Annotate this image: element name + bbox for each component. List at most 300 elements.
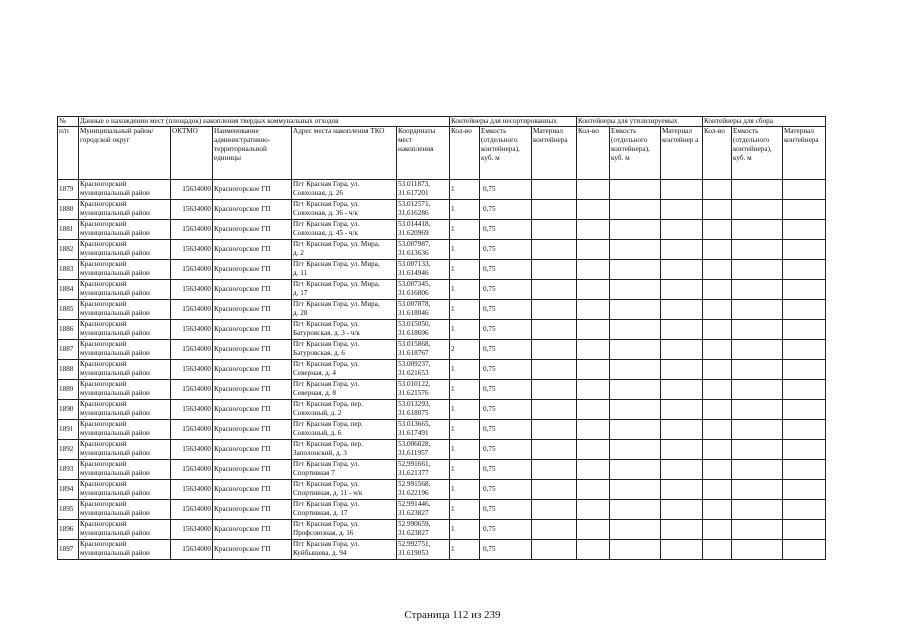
row-number-text: 1885 <box>59 305 74 313</box>
longitude: 31.614946 <box>398 269 429 277</box>
table-row <box>58 280 826 300</box>
row-number <box>58 540 79 560</box>
count-collect-cell <box>703 180 732 200</box>
municipality-line-1: Красногорский <box>80 200 127 208</box>
capacity-unsorted-cell: 0,75 <box>480 320 532 340</box>
address-line-1: Пгт Красная Гора, ул. <box>293 180 360 188</box>
material-collect-cell <box>783 320 826 340</box>
address-line-1: Пгт Красная Гора, ул. <box>293 220 360 228</box>
header-capacity-unsorted: Емкость (отдельного контейнера), куб. м <box>480 127 532 180</box>
header-address: Адрес места накопления ТКО <box>292 127 397 180</box>
address-line-1: Пгт Красная Гора, ул. Мира, <box>293 260 380 268</box>
coordinates-cell <box>397 540 450 560</box>
longitude: 31.623827 <box>398 509 429 517</box>
count-unsorted-cell: 1 <box>450 280 480 300</box>
longitude: 31.617201 <box>398 189 429 197</box>
address-cell <box>292 540 397 560</box>
table-row <box>58 420 826 440</box>
address-line-1: Пгт Красная Гора, ул. <box>293 520 360 528</box>
header-admin-unit: Наименование административно-территориальной единицы <box>213 127 292 180</box>
header-capacity-collect: Емкость (отдельного контейнера), куб. м <box>732 127 783 180</box>
longitude: 31.619053 <box>398 549 429 557</box>
table-row <box>58 200 826 220</box>
address-line-1: Пгт Красная Гора, ул. <box>293 340 360 348</box>
coordinates-cell <box>397 460 450 480</box>
latitude: 53,012571, <box>398 200 431 208</box>
capacity-recycle-cell <box>610 500 661 520</box>
header-pp: п/п <box>58 127 79 180</box>
table-row <box>58 520 826 540</box>
address-line-2: Совхозная, д. 36 - ч/к <box>293 209 358 217</box>
row-number <box>58 380 79 400</box>
row-number-text: 1891 <box>59 425 74 433</box>
address-cell <box>292 460 397 480</box>
material-collect-cell <box>783 240 826 260</box>
latitude: 52.991568, <box>398 480 431 488</box>
latitude: 52.992751, <box>398 540 431 548</box>
municipality-cell <box>79 400 171 420</box>
municipality-line-1: Красногорский <box>80 500 127 508</box>
material-recycle-cell <box>661 240 703 260</box>
header-oktmo: ОКТМО <box>171 127 213 180</box>
row-number <box>58 320 79 340</box>
capacity-recycle-cell <box>610 200 661 220</box>
address-line-1: Пгт Красная Гора, ул. <box>293 500 360 508</box>
address-cell <box>292 400 397 420</box>
coordinates-cell <box>397 520 450 540</box>
admin-unit-cell: Красногорское ГП <box>213 360 292 380</box>
oktmo-cell: 15634000 <box>171 480 213 500</box>
admin-unit-cell: Красногорское ГП <box>213 460 292 480</box>
oktmo-cell: 15634000 <box>171 340 213 360</box>
table-row <box>58 240 826 260</box>
coordinates-cell <box>397 300 450 320</box>
municipality-line-2: муниципальный район <box>80 509 150 517</box>
admin-unit-cell: Красногорское ГП <box>213 280 292 300</box>
longitude: 31.623827 <box>398 529 429 537</box>
municipality-line-2: муниципальный район <box>80 309 150 317</box>
table-row <box>58 500 826 520</box>
capacity-collect-cell <box>732 380 783 400</box>
address-line-2: Заполонский, д. 3 <box>293 449 347 457</box>
admin-unit-cell: Красногорское ГП <box>213 420 292 440</box>
municipality-line-2: муниципальный район <box>80 449 150 457</box>
count-unsorted-cell: 1 <box>450 240 480 260</box>
longitude: 31.618075 <box>398 409 429 417</box>
row-number <box>58 340 79 360</box>
capacity-collect-cell <box>732 280 783 300</box>
address-line-1: Пгт Красная Гора, ул. <box>293 360 360 368</box>
count-collect-cell <box>703 520 732 540</box>
address-line-2: Совхозная, д. 26 <box>293 189 343 197</box>
capacity-unsorted-cell: 0,75 <box>480 520 532 540</box>
address-line-2: д. 17 <box>293 289 308 297</box>
material-collect-cell <box>783 340 826 360</box>
address-line-1: Пгт Красная Гора, ул. Мира, <box>293 300 380 308</box>
count-recycle-cell <box>577 420 610 440</box>
table-row <box>58 400 826 420</box>
address-line-1: Пгт Красная Гора, пер. <box>293 400 363 408</box>
count-recycle-cell <box>577 340 610 360</box>
count-unsorted-cell: 1 <box>450 420 480 440</box>
municipality-line-2: муниципальный район <box>80 489 150 497</box>
longitude: 31.621653 <box>398 369 429 377</box>
row-number <box>58 280 79 300</box>
coordinates-cell <box>397 260 450 280</box>
address-cell <box>292 300 397 320</box>
material-unsorted-cell <box>532 300 577 320</box>
row-number <box>58 180 79 200</box>
address-line-1: Пгт Красная Гора, ул. Мира, <box>293 240 380 248</box>
address-line-2: Батуровская, д. 3 - ч/к <box>293 329 360 337</box>
admin-unit-cell: Красногорское ГП <box>213 240 292 260</box>
row-number <box>58 520 79 540</box>
municipality-line-2: муниципальный район <box>80 349 150 357</box>
count-unsorted-cell: 1 <box>450 320 480 340</box>
capacity-recycle-cell <box>610 380 661 400</box>
material-recycle-cell <box>661 320 703 340</box>
count-recycle-cell <box>577 320 610 340</box>
row-number-text: 1894 <box>59 485 74 493</box>
capacity-collect-cell <box>732 420 783 440</box>
admin-unit-cell: Красногорское ГП <box>213 540 292 560</box>
row-number-text: 1883 <box>59 265 74 273</box>
municipality-cell <box>79 180 171 200</box>
latitude: 53.011873, <box>398 180 431 188</box>
municipality-line-1: Красногорский <box>80 440 127 448</box>
material-unsorted-cell <box>532 460 577 480</box>
oktmo-cell: 15634000 <box>171 440 213 460</box>
admin-unit-cell: Красногорское ГП <box>213 220 292 240</box>
row-number <box>58 480 79 500</box>
capacity-unsorted-cell: 0,75 <box>480 300 532 320</box>
header-no: № <box>58 117 79 127</box>
admin-unit-cell: Красногорское ГП <box>213 400 292 420</box>
count-recycle-cell <box>577 220 610 240</box>
material-collect-cell <box>783 180 826 200</box>
address-line-2: Профсоюзная, д. 16 <box>293 529 354 537</box>
row-number-text: 1897 <box>59 545 74 553</box>
row-number <box>58 300 79 320</box>
latitude: 53.007878, <box>398 300 431 308</box>
municipality-line-2: муниципальный район <box>80 229 150 237</box>
municipality-line-1: Красногорский <box>80 420 127 428</box>
address-line-2: Совхозный, д. 6 <box>293 429 342 437</box>
capacity-unsorted-cell: 0,75 <box>480 180 532 200</box>
capacity-collect-cell <box>732 320 783 340</box>
material-collect-cell <box>783 440 826 460</box>
count-collect-cell <box>703 440 732 460</box>
count-collect-cell <box>703 540 732 560</box>
oktmo-cell: 15634000 <box>171 420 213 440</box>
longitude: 31.616806 <box>398 289 429 297</box>
oktmo-cell: 15634000 <box>171 260 213 280</box>
capacity-collect-cell <box>732 400 783 420</box>
row-number <box>58 240 79 260</box>
header-coordinates: Координаты мест накопления <box>397 127 450 180</box>
longitude: 31.617491 <box>398 429 429 437</box>
capacity-unsorted-cell: 0,75 <box>480 540 532 560</box>
longitude: 31.613636 <box>398 249 429 257</box>
material-recycle-cell <box>661 520 703 540</box>
coordinates-cell <box>397 200 450 220</box>
capacity-recycle-cell <box>610 300 661 320</box>
material-collect-cell <box>783 400 826 420</box>
admin-unit-cell: Красногорское ГП <box>213 340 292 360</box>
capacity-collect-cell <box>732 220 783 240</box>
material-unsorted-cell <box>532 260 577 280</box>
longitude: 31,621377 <box>398 469 429 477</box>
material-unsorted-cell <box>532 280 577 300</box>
municipality-cell <box>79 500 171 520</box>
row-number <box>58 360 79 380</box>
count-unsorted-cell: 1 <box>450 200 480 220</box>
count-collect-cell <box>703 360 732 380</box>
capacity-collect-cell <box>732 360 783 380</box>
oktmo-cell: 15634000 <box>171 320 213 340</box>
address-line-1: Пгт Красная Гора, ул. <box>293 380 360 388</box>
coordinates-cell <box>397 440 450 460</box>
material-unsorted-cell <box>532 440 577 460</box>
capacity-collect-cell <box>732 540 783 560</box>
material-collect-cell <box>783 420 826 440</box>
address-cell <box>292 200 397 220</box>
material-recycle-cell <box>661 300 703 320</box>
capacity-unsorted-cell: 0,75 <box>480 280 532 300</box>
coordinates-cell <box>397 340 450 360</box>
municipality-line-1: Красногорский <box>80 400 127 408</box>
municipality-line-1: Красногорский <box>80 360 127 368</box>
capacity-unsorted-cell: 0,75 <box>480 440 532 460</box>
municipality-line-1: Красногорский <box>80 480 127 488</box>
material-recycle-cell <box>661 540 703 560</box>
address-line-2: Спортивная 7 <box>293 469 335 477</box>
longitude: 31.618767 <box>398 349 429 357</box>
material-collect-cell <box>783 300 826 320</box>
municipality-line-1: Красногорский <box>80 300 127 308</box>
row-number-text: 1884 <box>59 285 74 293</box>
address-line-1: Пгт Красная Гора, ул. <box>293 320 360 328</box>
capacity-collect-cell <box>732 340 783 360</box>
count-unsorted-cell: 2 <box>450 340 480 360</box>
municipality-line-2: муниципальный район <box>80 429 150 437</box>
admin-unit-cell: Красногорское ГП <box>213 180 292 200</box>
row-number-text: 1890 <box>59 405 74 413</box>
row-number <box>58 260 79 280</box>
municipality-cell <box>79 420 171 440</box>
address-cell <box>292 380 397 400</box>
coordinates-cell <box>397 500 450 520</box>
count-recycle-cell <box>577 360 610 380</box>
municipality-cell <box>79 380 171 400</box>
material-collect-cell <box>783 360 826 380</box>
capacity-recycle-cell <box>610 520 661 540</box>
count-recycle-cell <box>577 540 610 560</box>
header-material-unsorted: Материал контейнера <box>532 127 577 180</box>
table-row <box>58 340 826 360</box>
address-line-2: Куйбышева, д. 94 <box>293 549 347 557</box>
count-recycle-cell <box>577 440 610 460</box>
oktmo-cell: 15634000 <box>171 360 213 380</box>
coordinates-cell <box>397 220 450 240</box>
latitude: 53.015050, <box>398 320 431 328</box>
capacity-unsorted-cell: 0,75 <box>480 260 532 280</box>
latitude: 52.991446, <box>398 500 431 508</box>
municipality-line-1: Красногорский <box>80 220 127 228</box>
address-line-2: Спортивная, д. 17 <box>293 509 348 517</box>
material-unsorted-cell <box>532 320 577 340</box>
latitude: 53.013293, <box>398 400 431 408</box>
header-group-location: Данные о нахождении мест (площадок) накопления твердых коммунальных отходов <box>79 117 450 127</box>
municipality-cell <box>79 360 171 380</box>
capacity-unsorted-cell: 0,75 <box>480 400 532 420</box>
count-collect-cell <box>703 460 732 480</box>
material-collect-cell <box>783 520 826 540</box>
address-cell <box>292 240 397 260</box>
material-recycle-cell <box>661 380 703 400</box>
table-row <box>58 220 826 240</box>
count-unsorted-cell: 1 <box>450 260 480 280</box>
longitude: 31.622196 <box>398 489 429 497</box>
municipality-cell <box>79 280 171 300</box>
header-group-recycle: Контейнеры для утилизируемых <box>577 117 703 127</box>
material-unsorted-cell <box>532 200 577 220</box>
material-collect-cell <box>783 380 826 400</box>
header-material-collect: Материал контейнера <box>783 127 826 180</box>
row-number <box>58 220 79 240</box>
municipality-line-1: Красногорский <box>80 540 127 548</box>
address-line-2: д. 11 <box>293 269 308 277</box>
row-number <box>58 400 79 420</box>
coordinates-cell <box>397 280 450 300</box>
admin-unit-cell: Красногорское ГП <box>213 520 292 540</box>
row-number-text: 1882 <box>59 245 74 253</box>
admin-unit-cell: Красногорское ГП <box>213 480 292 500</box>
count-unsorted-cell: 1 <box>450 220 480 240</box>
row-number-text: 1880 <box>59 205 74 213</box>
material-unsorted-cell <box>532 220 577 240</box>
material-recycle-cell <box>661 420 703 440</box>
row-number-text: 1887 <box>59 345 74 353</box>
count-collect-cell <box>703 480 732 500</box>
material-collect-cell <box>783 260 826 280</box>
capacity-collect-cell <box>732 440 783 460</box>
capacity-collect-cell <box>732 180 783 200</box>
address-line-2: Батуровская, д. 6 <box>293 349 345 357</box>
capacity-recycle-cell <box>610 460 661 480</box>
admin-unit-cell: Красногорское ГП <box>213 320 292 340</box>
capacity-recycle-cell <box>610 540 661 560</box>
capacity-unsorted-cell: 0,75 <box>480 480 532 500</box>
count-unsorted-cell: 1 <box>450 380 480 400</box>
material-collect-cell <box>783 500 826 520</box>
material-unsorted-cell <box>532 400 577 420</box>
capacity-recycle-cell <box>610 320 661 340</box>
waste-sites-table <box>57 116 826 560</box>
oktmo-cell: 15634000 <box>171 180 213 200</box>
latitude: 52.990659, <box>398 520 431 528</box>
row-number <box>58 460 79 480</box>
longitude: 31.621576 <box>398 389 429 397</box>
count-unsorted-cell: 1 <box>450 360 480 380</box>
material-unsorted-cell <box>532 240 577 260</box>
coordinates-cell <box>397 420 450 440</box>
material-recycle-cell <box>661 280 703 300</box>
capacity-collect-cell <box>732 500 783 520</box>
material-recycle-cell <box>661 460 703 480</box>
row-number-text: 1879 <box>59 185 74 193</box>
count-collect-cell <box>703 300 732 320</box>
material-recycle-cell <box>661 340 703 360</box>
municipality-line-2: муниципальный район <box>80 269 150 277</box>
municipality-line-1: Красногорский <box>80 240 127 248</box>
row-number-text: 1893 <box>59 465 74 473</box>
longitude: 31.618046 <box>398 309 429 317</box>
municipality-line-1: Красногорский <box>80 320 127 328</box>
table-row <box>58 260 826 280</box>
coordinates-cell <box>397 240 450 260</box>
capacity-recycle-cell <box>610 280 661 300</box>
capacity-recycle-cell <box>610 360 661 380</box>
address-cell <box>292 440 397 460</box>
count-collect-cell <box>703 400 732 420</box>
material-recycle-cell <box>661 220 703 240</box>
coordinates-cell <box>397 320 450 340</box>
capacity-collect-cell <box>732 480 783 500</box>
count-collect-cell <box>703 380 732 400</box>
address-line-2: Спортивная, д. 11 - ч/к <box>293 489 363 497</box>
address-cell <box>292 180 397 200</box>
oktmo-cell: 15634000 <box>171 460 213 480</box>
oktmo-cell: 15634000 <box>171 300 213 320</box>
count-unsorted-cell: 1 <box>450 520 480 540</box>
municipality-cell <box>79 260 171 280</box>
municipality-line-2: муниципальный район <box>80 549 150 557</box>
capacity-recycle-cell <box>610 440 661 460</box>
address-cell <box>292 220 397 240</box>
header-row-groups <box>58 117 826 127</box>
capacity-unsorted-cell: 0,75 <box>480 340 532 360</box>
address-line-2: Совхозный, д. 2 <box>293 409 342 417</box>
count-unsorted-cell: 1 <box>450 400 480 420</box>
oktmo-cell: 15634000 <box>171 280 213 300</box>
material-collect-cell <box>783 480 826 500</box>
municipality-line-1: Красногорский <box>80 520 127 528</box>
admin-unit-cell: Красногорское ГП <box>213 300 292 320</box>
municipality-line-1: Красногорский <box>80 280 127 288</box>
municipality-line-1: Красногорский <box>80 380 127 388</box>
municipality-cell <box>79 240 171 260</box>
row-number <box>58 500 79 520</box>
count-unsorted-cell: 1 <box>450 460 480 480</box>
table-row <box>58 460 826 480</box>
count-collect-cell <box>703 500 732 520</box>
latitude: 53,007987, <box>398 240 431 248</box>
latitude: 53,007345, <box>398 280 431 288</box>
municipality-line-1: Красногорский <box>80 340 127 348</box>
table-row <box>58 380 826 400</box>
material-recycle-cell <box>661 500 703 520</box>
municipality-cell <box>79 340 171 360</box>
municipality-cell <box>79 300 171 320</box>
address-line-1: Пгт Красная Гора, ул. Мира, <box>293 280 380 288</box>
address-line-2: д. 28 <box>293 309 308 317</box>
address-line-1: Пгт Красная Гора, ул. <box>293 540 360 548</box>
municipality-cell <box>79 540 171 560</box>
material-recycle-cell <box>661 480 703 500</box>
municipality-cell <box>79 440 171 460</box>
count-recycle-cell <box>577 300 610 320</box>
